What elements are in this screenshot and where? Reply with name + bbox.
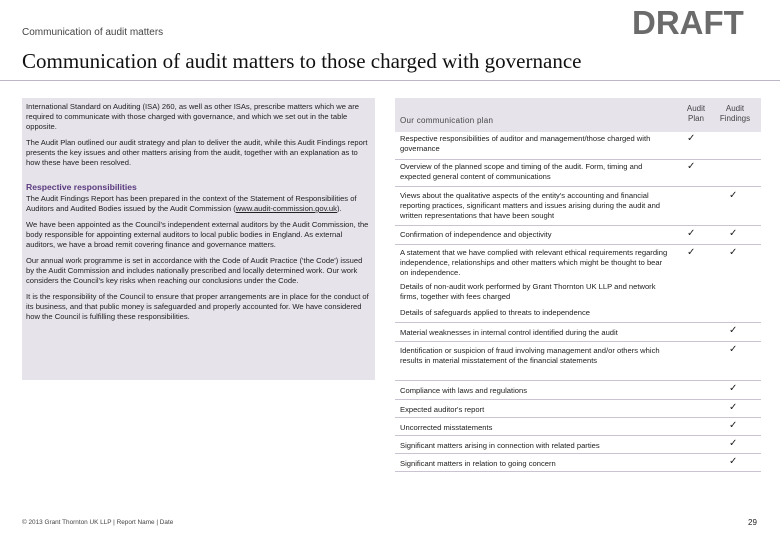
table-row: Material weaknesses in internal control identified during the audit ✓ (395, 323, 761, 342)
table-row: Significant matters arising in connection with related parties ✓ (395, 436, 761, 454)
table-row: A statement that we have complied with relevant ethical requirements regarding independence, relationships and other matters which might be thought to bear on independence. Details of non-audit work performed by Grant Thornton UK LLP and network firms, together with fees charged Details of safeguards applied to threats to independence ✓ ✓ (395, 245, 761, 323)
footer-text: © 2013 Grant Thornton UK LLP | Report Name | Date (22, 519, 174, 526)
intro-paragraph: International Standard on Auditing (ISA) 260, as well as other ISAs, prescribe matters which we are required to communicate with those charged with governance, and which we set out in the table opposite. (26, 102, 360, 131)
table-row: Significant matters in relation to going concern ✓ (395, 454, 761, 472)
table-row: Confirmation of independence and objectivity ✓ ✓ (395, 226, 761, 245)
check-icon: ✓ (729, 228, 738, 239)
check-icon: ✓ (729, 402, 738, 413)
check-icon: ✓ (729, 325, 738, 336)
section-label: Communication of audit matters (22, 27, 164, 38)
draft-watermark: DRAFT (632, 4, 744, 41)
audit-plan-paragraph: The Audit Plan outlined our audit strategy and plan to deliver the audit, while this Audit Findings report presents the key issues and other matters arising from the audit, together with an explanation as to how these have been resolved. (26, 138, 368, 167)
audit-commission-link[interactable]: www.audit-commission.gov.uk (235, 204, 337, 213)
column-header-audit-plan: Audit Plan (686, 104, 706, 123)
column-header-plan: Our communication plan (400, 116, 494, 125)
table-row: Views about the qualitative aspects of the entity's accounting and financial reporting practices, significant matters and issues arising during the audit and written representations that have been sought ✓ (395, 187, 761, 226)
table-row: Expected auditor's report ✓ (395, 400, 761, 418)
table-header (395, 98, 761, 132)
council-responsibility-paragraph: It is the responsibility of the Council to ensure that proper arrangements are in place for the conduct of its business, and that public money is safeguarded and properly accounted for. We have considered how the Council is fulfilling these responsibilities. (26, 292, 369, 321)
column-header-audit-findings: Audit Findings (719, 104, 751, 123)
table-row: Overview of the planned scope and timing of the audit. Form, timing and expected general content of communications ✓ (395, 160, 761, 187)
table-row: Identification or suspicion of fraud involving management and/or others which results in material misstatement of the financial statements ✓ (395, 342, 761, 381)
page-title: Communication of audit matters to those charged with governance (22, 49, 582, 73)
communication-plan-table (395, 98, 761, 472)
check-icon: ✓ (729, 420, 738, 431)
table-row: Compliance with laws and regulations ✓ (395, 381, 761, 400)
check-icon: ✓ (687, 247, 696, 258)
left-info-panel (22, 98, 375, 380)
page-number: 29 (748, 518, 757, 527)
work-programme-paragraph: Our annual work programme is set in accordance with the Code of Audit Practice ('the Code') issued by the Audit Commission and includes nationally prescribed and locally determined work. Our work considers the Council's key risks when reaching our conclusions under the Code. (26, 256, 363, 285)
responsibilities-heading: Respective responsibilities (26, 182, 137, 192)
statement-paragraph: The Audit Findings Report has been prepared in the context of the Statement of Responsibilities of Auditors and Audited Bodies issued by the Audit Commission (www.audit-commission.gov.uk). (26, 194, 357, 213)
check-icon: ✓ (729, 247, 738, 258)
check-icon: ✓ (687, 133, 696, 144)
check-icon: ✓ (729, 383, 738, 394)
appointment-paragraph: We have been appointed as the Council's independent external auditors by the Audit Commission, the body responsible for appointing external auditors to local public bodies in England. As external auditors, we have a broad remit covering finance and governance matters. (26, 220, 369, 249)
table-row: Respective responsibilities of auditor and management/those charged with governance ✓ (395, 132, 761, 160)
check-icon: ✓ (687, 161, 696, 172)
check-icon: ✓ (687, 228, 696, 239)
title-divider (0, 80, 780, 81)
check-icon: ✓ (729, 344, 738, 355)
check-icon: ✓ (729, 456, 738, 467)
table-row: Uncorrected misstatements ✓ (395, 418, 761, 436)
check-icon: ✓ (729, 438, 738, 449)
check-icon: ✓ (729, 190, 738, 201)
